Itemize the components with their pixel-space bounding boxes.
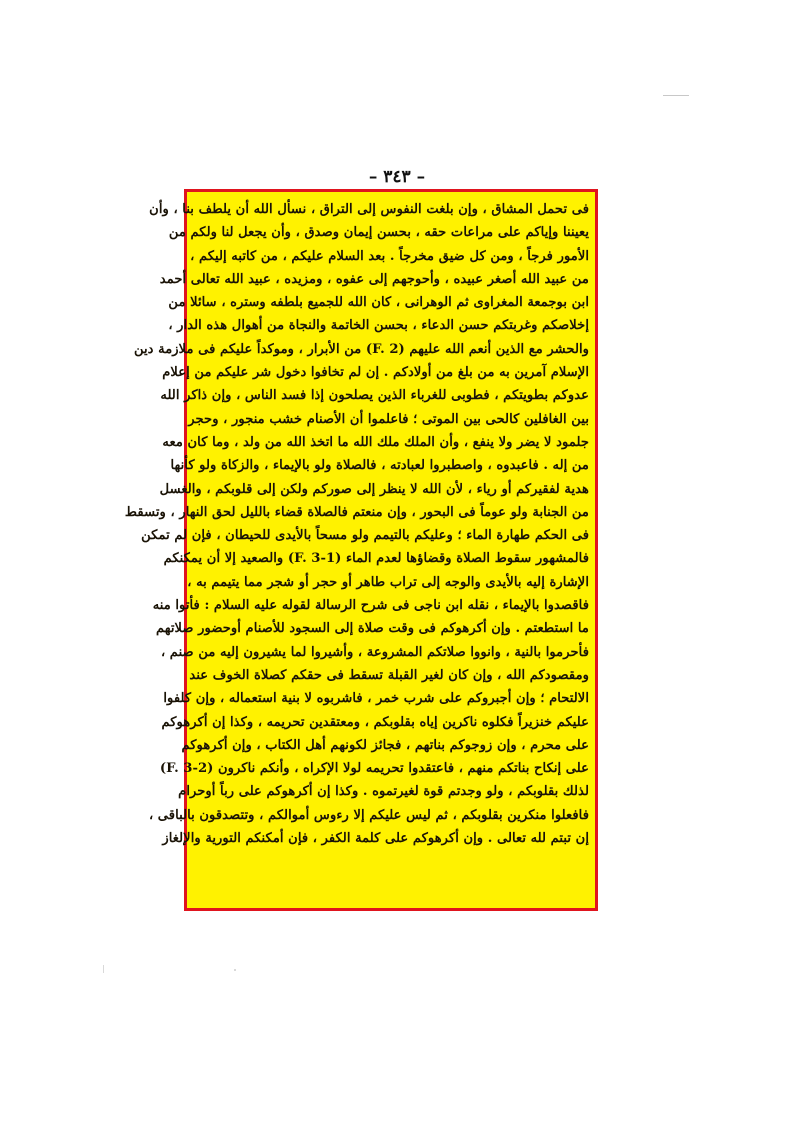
text-line: من إله . فاعبدوه ، واصطبروا لعبادته ، فالصلاة ولو بالإيماء ، والزكاة ولو كأنها [170, 458, 589, 474]
page-number: – ٣٤٣ – [368, 167, 426, 187]
scan-speck [103, 965, 104, 973]
text-line: عدوكم بطويتكم ، فطوبى للغرباء الذين يصلحون إذا فسد الناس ، وإن ذاكر الله [160, 388, 589, 404]
text-line: إخلاصكم وغربتكم حسن الدعاء ، بحسن الخاتمة والنجاة من أهوال هذه الدار ، [168, 318, 589, 334]
text-line: ما استطعتم . وإن أكرهوكم فى وقت صلاة إلى السجود للأصنام أوحضور صلاتهم [155, 621, 589, 637]
text-line: الإسلام آمرين به من بلغ من أولادكم . إن لم تخافوا دخول شر عليكم من إعلام [162, 365, 589, 381]
text-line: هدية لفقيركم أو رياء ، لأن الله لا ينظر إلى صوركم ولكن إلى قلوبكم ، والغسل [159, 481, 589, 497]
scan-speck [234, 969, 236, 971]
text-line: فأحرموا بالنية ، وانووا صلاتكم المشروعة ، وأشيروا لما يشيرون إليه من صنم ، [160, 644, 589, 660]
text-line: على محرم ، وإن زوجوكم بناتهم ، فجائز لكونهم أهل الكتاب ، وإن أكرهوكم [181, 737, 589, 753]
highlighted-text-block [124, 189, 598, 911]
text-line: من عبيد الله أصغر عبيده ، وأحوجهم إلى عفوه ، ومزيده ، عبيد الله تعالى أحمد [159, 271, 589, 287]
text-line: فالمشهور سقوط الصلاة وقضاؤها لعدم الماء (F. 3-1) والصعيد إلا أن يمكنكم [163, 551, 589, 567]
scan-artifact-line [663, 95, 689, 96]
text-line: فى الحكم طهارة الماء ؛ وعليكم بالتيمم ولو مسحاً بالأيدى للحيطان ، فإن لم تمكن [141, 528, 589, 544]
text-line: من الجنابة ولو عوماً فى البحور ، وإن منعتم فالصلاة قضاء بالليل لحق النهار ، وتسقط [124, 504, 589, 520]
text-line: على إنكاح بناتكم منهم ، فاعتقدوا تحريمه لولا الإكراه ، وأنكم ناكرون (F. 3-2) [159, 761, 589, 777]
text-line: جلمود لا يضر ولا ينفع ، وأن الملك ملك الله ما اتخذ الله من ولد ، وما كان معه [162, 434, 589, 450]
text-line: فاقصدوا بالإيماء ، نقله ابن ناجى فى شرح الرسالة لقوله عليه السلام : فأتوا منه [152, 598, 589, 614]
text-line: إن تبتم لله تعالى . وإن أكرهوكم على كلمة الكفر ، فإن أمكنكم التورية والإلغاز [162, 831, 589, 847]
text-line: ومقصودكم الله ، وإن كان لغير القبلة تسقط فى حقكم كصلاة الخوف عند [189, 667, 589, 683]
text-line: فى تحمل المشاق ، وإن بلغت النفوس إلى التراق ، نسأل الله أن يلطف بنا ، وأن [149, 202, 589, 217]
text-line: يعيننا وإياكم على مراعات حقه ، بحسن إيمان وصدق ، وأن يجعل لنا ولكم من [168, 225, 589, 241]
text-line: الإشارة إليه بالأيدى والوجه إلى تراب طاهر أو حجر أو شجر مما يتيمم به ، [187, 574, 589, 590]
text-line: فافعلوا منكرين بقلوبكم ، ثم ليس عليكم إلا رءوس أموالكم ، وتتصدقون بالباقى ، [148, 807, 589, 823]
text-line: والحشر مع الذين أنعم الله عليهم (F. 2) من الأبرار ، وموكداً عليكم فى ملازمة دين [133, 341, 589, 357]
text-line: الالتحام ؛ وإن أجبروكم على شرب خمر ، فاشربوه لا بنية استعماله ، وإن كلفوا [163, 691, 589, 707]
text-line: ابن بوجمعة المغراوى ثم الوهرانى ، كان الله للجميع بلطفه وستره ، سائلا من [168, 295, 589, 311]
text-line: بين الغافلين كالحى بين الموتى ؛ فاعلموا أن الأصنام خشب منجور ، وحجر [188, 411, 589, 427]
text-line: الأمور فرجاً ، ومن كل ضيق مخرجاً . بعد السلام عليكم ، من كاتبه إليكم ، [190, 248, 589, 264]
text-line: لذلك بقلوبكم ، ولو وجدتم قوة لغيرتموه . وكذا إن أكرهوكم على رباً أوحرام [178, 784, 589, 800]
text-line: عليكم خنزيراً فكلوه ناكرين إياه بقلوبكم ، ومعتقدين تحريمه ، وكذا إن أكرهوكم [161, 714, 589, 730]
